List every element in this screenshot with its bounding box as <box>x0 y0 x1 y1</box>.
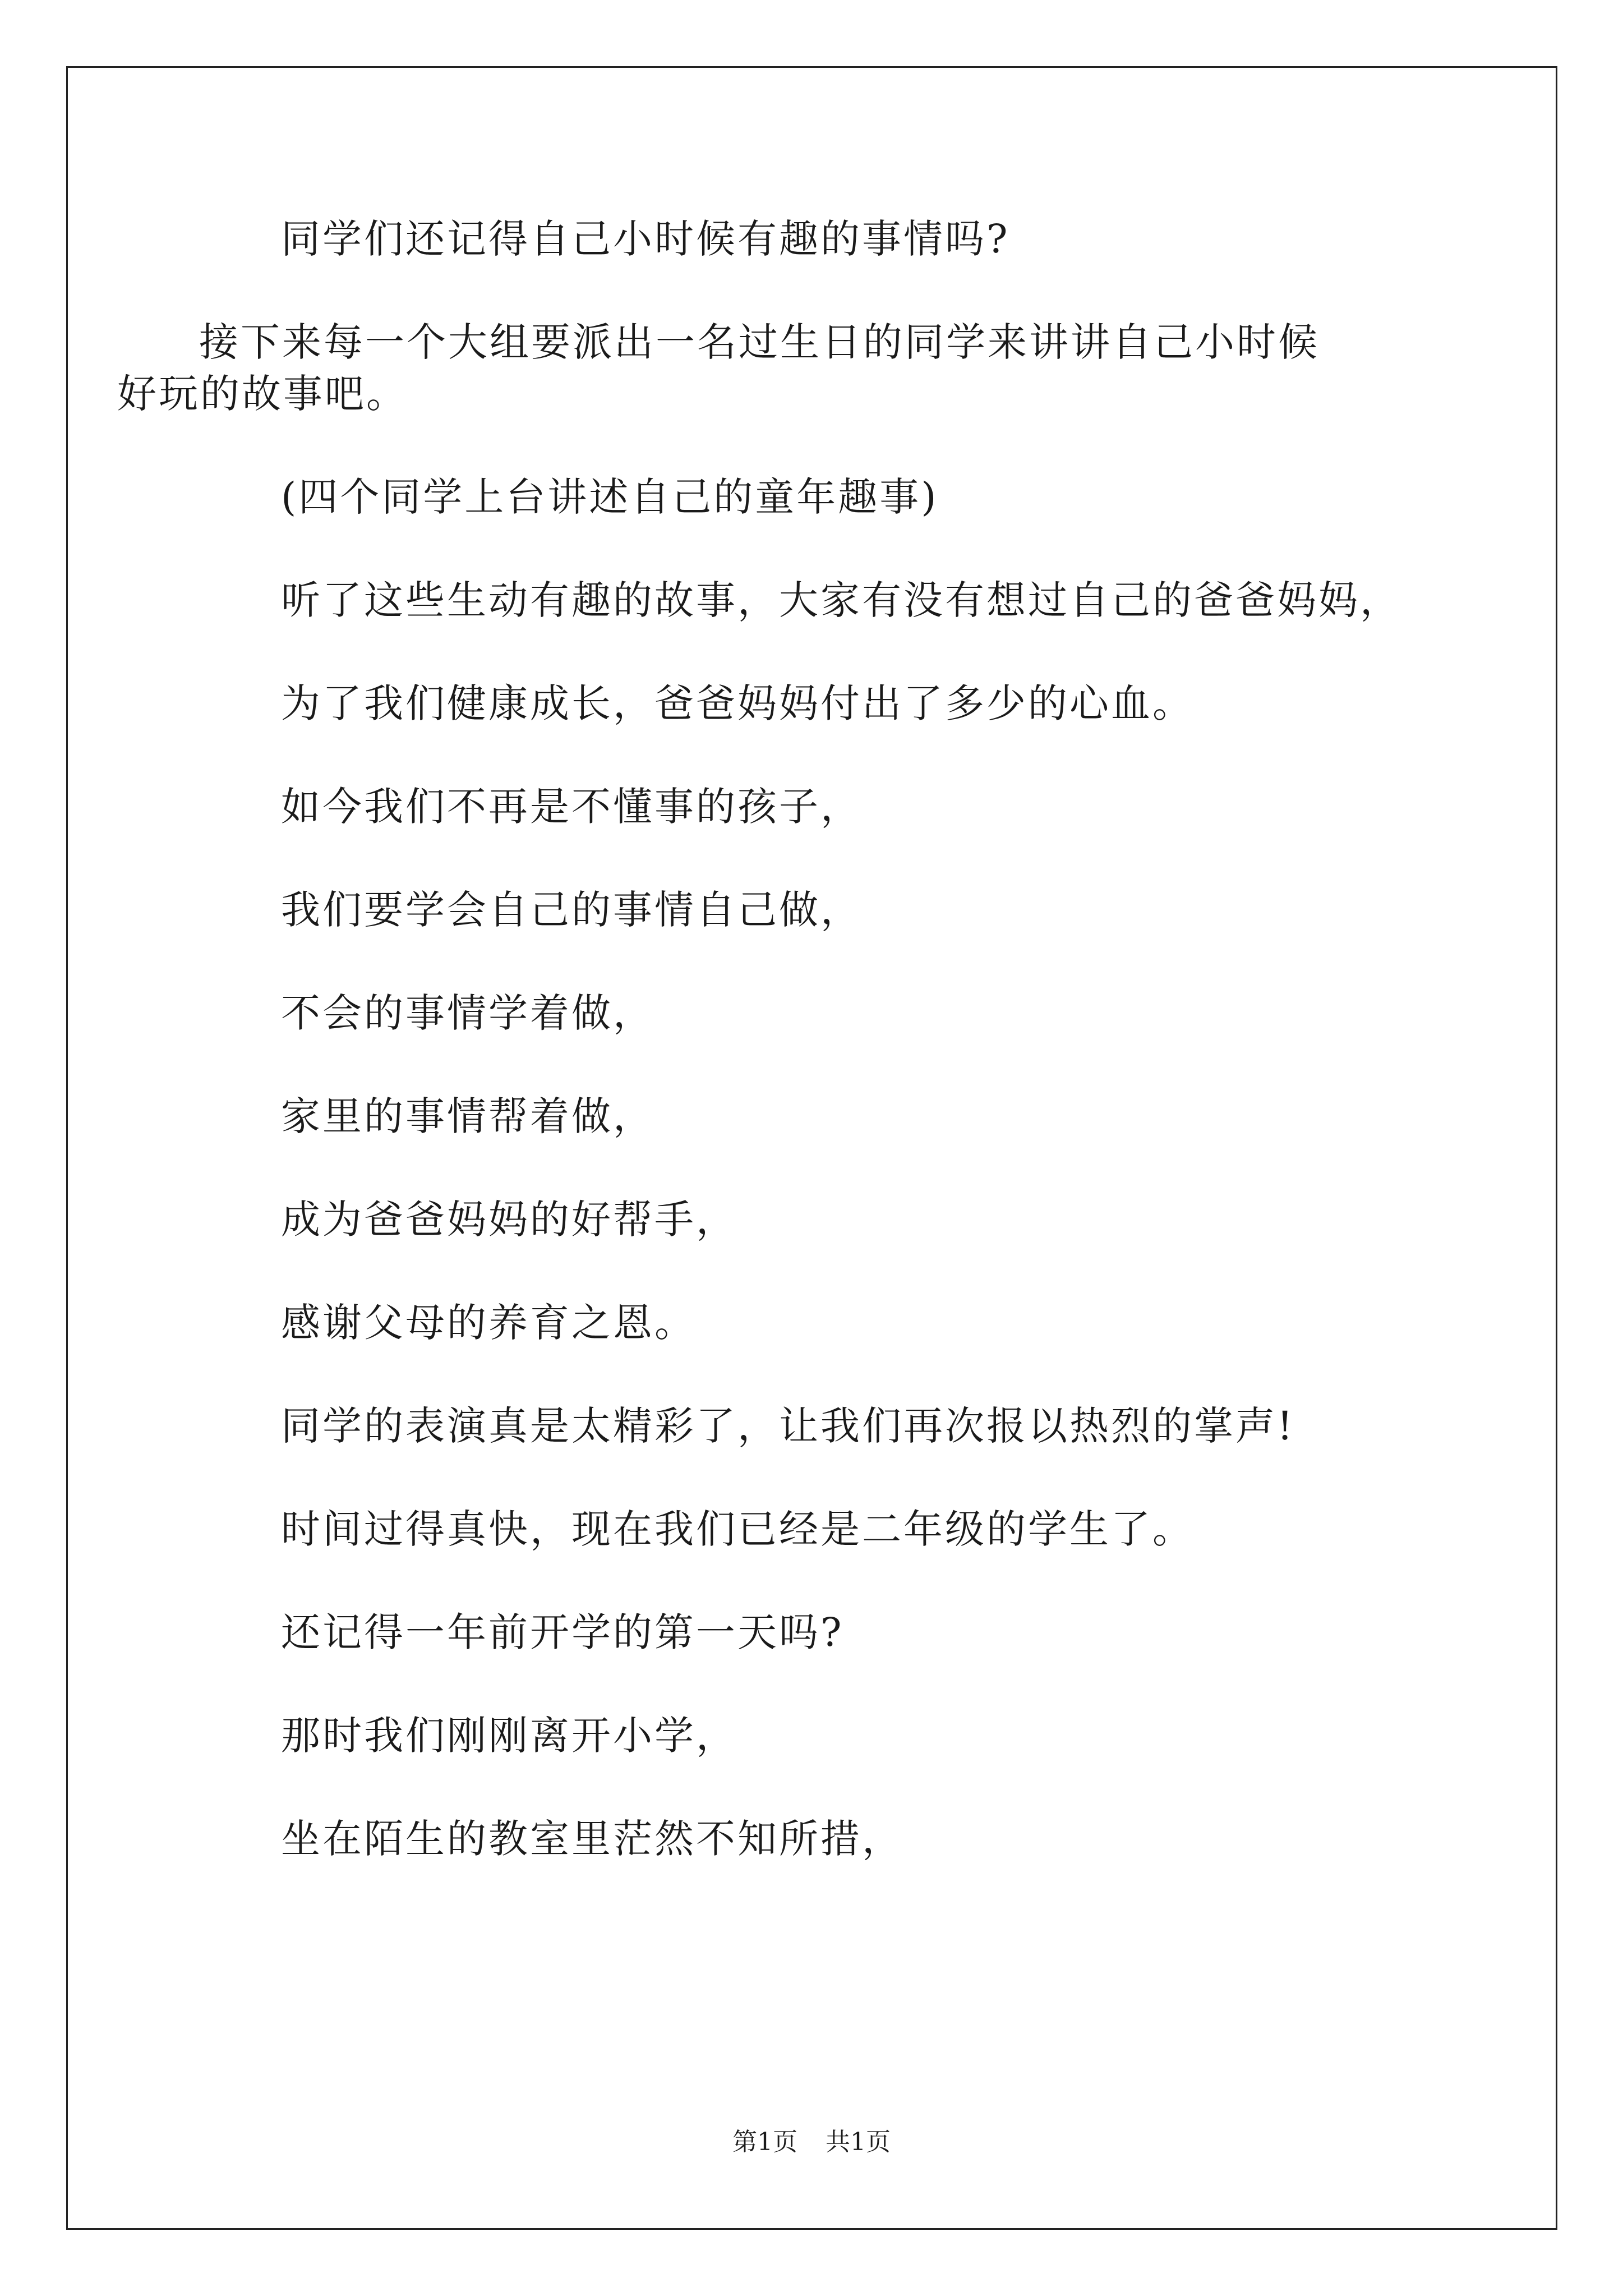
paragraph: 我们要学会自己的事情自己做， <box>281 887 862 933</box>
paragraph: 感谢父母的养育之恩。 <box>281 1300 696 1346</box>
paragraph: 同学们还记得自己小时候有趣的事情吗? <box>281 216 1010 262</box>
page-footer <box>0 2128 1623 2157</box>
paragraph: 坐在陌生的教室里茫然不知所措， <box>281 1816 903 1862</box>
paragraph: 时间过得真快，现在我们已经是二年级的学生了。 <box>281 1506 1194 1552</box>
paragraph: 不会的事情学着做， <box>281 990 654 1036</box>
paragraph: 还记得一年前开学的第一天吗? <box>281 1609 844 1655</box>
paragraph: 接下来每一个大组要派出一名过生日的同学来讲讲自己小时候好玩的故事吧。 <box>117 319 1320 417</box>
paragraph: 为了我们健康成长，爸爸妈妈付出了多少的心血。 <box>281 680 1194 726</box>
paragraph: 家里的事情帮着做， <box>281 1093 654 1139</box>
paragraph: (四个同学上台讲述自己的童年趣事) <box>281 474 939 520</box>
paragraph: 同学的表演真是太精彩了，让我们再次报以热烈的掌声! <box>281 1403 1295 1449</box>
page-number-total: 共1页 <box>826 2128 891 2156</box>
document-body <box>117 213 1422 1916</box>
page-number-current: 第1页 <box>732 2128 797 2156</box>
paragraph: 成为爸爸妈妈的好帮手， <box>281 1197 737 1243</box>
paragraph: 那时我们刚刚离开小学， <box>281 1713 737 1759</box>
paragraph: 如今我们不再是不懂事的孩子， <box>281 784 862 830</box>
paragraph: 听了这些生动有趣的故事，大家有没有想过自己的爸爸妈妈， <box>281 577 1401 623</box>
